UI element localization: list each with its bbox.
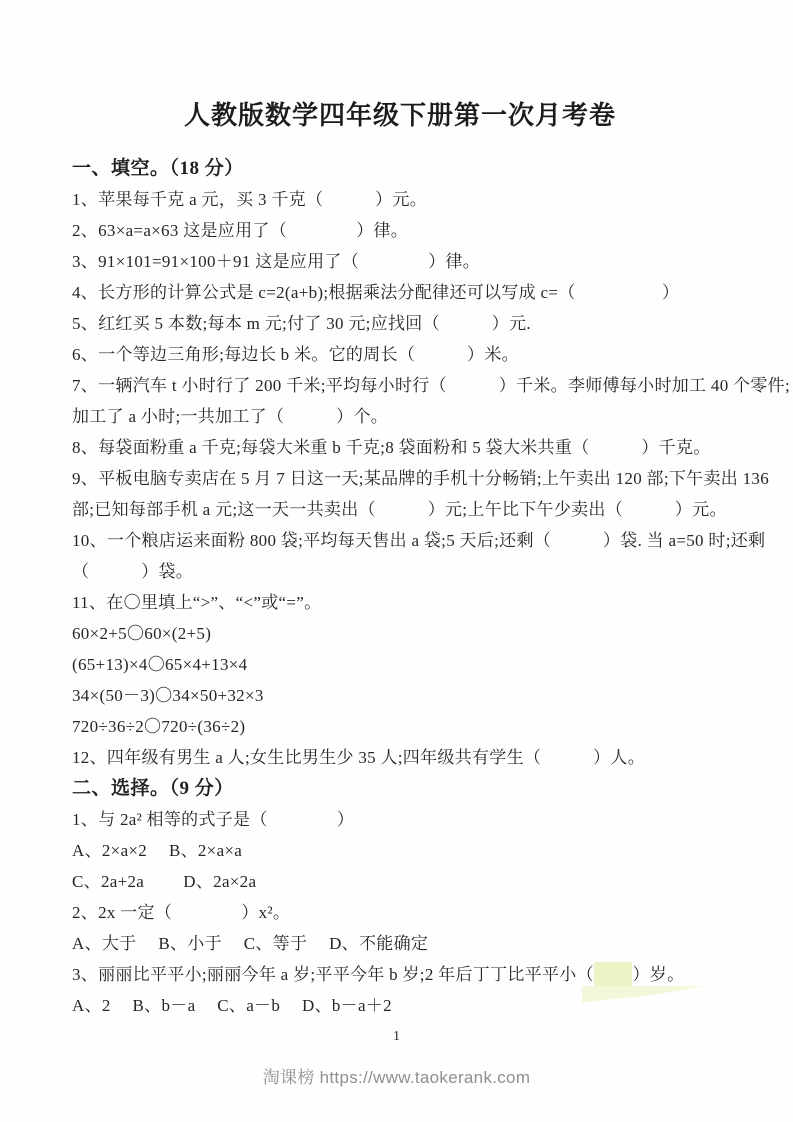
footer-watermark: 淘课榜 https://www.taokerank.com	[262, 1068, 531, 1087]
question-line-12: 12、四年级有男生 a 人;女生比男生少 35 人;四年级共有学生（ ）人。	[72, 748, 645, 767]
page-number: 1	[393, 1029, 400, 1044]
question-line-5: 5、红红买 5 本数;每本 m 元;付了 30 元;应找回（ ）元.	[72, 314, 531, 333]
choice-question-2: 2、2x 一定（ ）x²。	[72, 903, 291, 922]
section-choice	[72, 773, 728, 1021]
question-line-11: 11、在〇里填上“>”、“<”或“=”。	[72, 593, 322, 612]
section-fill-in-heading: 一、填空。（18 分）	[72, 158, 244, 179]
question-line-10a: 10、一个粮店运来面粉 800 袋;平均每天售出 a 袋;5 天后;还剩（ ）袋. 当 a=50 时;还剩	[72, 531, 766, 550]
expression-line-3: 34×(50－3)〇34×50+32×3	[72, 686, 264, 705]
expression-line-2: (65+13)×4〇65×4+13×4	[72, 655, 248, 674]
expression-line-1: 60×2+5〇60×(2+5)	[72, 624, 212, 643]
question-line-8: 8、每袋面粉重 a 千克;每袋大米重 b 千克;8 袋面粉和 5 袋大米共重（ ）千克。	[72, 438, 711, 457]
question-line-9a: 9、平板电脑专卖店在 5 月 7 日这一天;某品牌的手机十分畅销;上午卖出 120 部;下午卖出 136	[72, 469, 770, 488]
expression-line-4: 720÷36÷2〇720÷(36÷2)	[72, 717, 246, 736]
choice-q3-options: A、2 B、b－a C、a－b D、b－a＋2	[72, 996, 392, 1015]
section-choice-heading: 二、选择。（9 分）	[72, 778, 234, 799]
choice-q2-options: A、大于 B、小于 C、等于 D、不能确定	[72, 934, 429, 953]
question-line-6: 6、一个等边三角形;每边长 b 米。它的周长（ ）米。	[72, 345, 519, 364]
choice-q3-text-before: 3、丽丽比平平小;丽丽今年 a 岁;平平今年 b 岁;2 年后丁丁比平平小（	[72, 965, 594, 984]
question-line-3: 3、91×101=91×100＋91 这是应用了（ ）律。	[72, 252, 481, 271]
section-fill-in	[72, 153, 790, 773]
choice-q3-text-after: ）岁。	[632, 965, 685, 984]
question-line-7a: 7、一辆汽车 t 小时行了 200 千米;平均每小时行（ ）千米。李师傅每小时加工 40 个零件;	[72, 376, 790, 395]
choice-question-3	[72, 959, 728, 990]
question-line-10b: （ ）袋。	[72, 562, 194, 581]
choice-q1-options-ab: A、2×a×2 B、2×a×a	[72, 841, 243, 860]
page-title: 人教版数学四年级下册第一次月考卷	[183, 101, 616, 130]
choice-question-1: 1、与 2a² 相等的式子是（ ）	[72, 810, 355, 829]
question-line-1: 1、苹果每千克 a 元，买 3 千克（ ）元。	[72, 190, 428, 209]
choice-q1-options-cd: C、2a+2a D、2a×2a	[72, 872, 257, 891]
highlight-mark	[594, 962, 633, 987]
question-line-4: 4、长方形的计算公式是 c=2(a+b);根据乘法分配律还可以写成 c=（ ）	[72, 283, 680, 302]
page-content	[72, 0, 790, 1021]
question-line-7b: 加工了 a 小时;一共加工了（ ）个。	[72, 407, 389, 426]
question-line-9b: 部;已知每部手机 a 元;这一天一共卖出（ ）元;上午比下午少卖出（ ）元。	[72, 500, 727, 519]
question-line-2: 2、63×a=a×63 这是应用了（ ）律。	[72, 221, 409, 240]
